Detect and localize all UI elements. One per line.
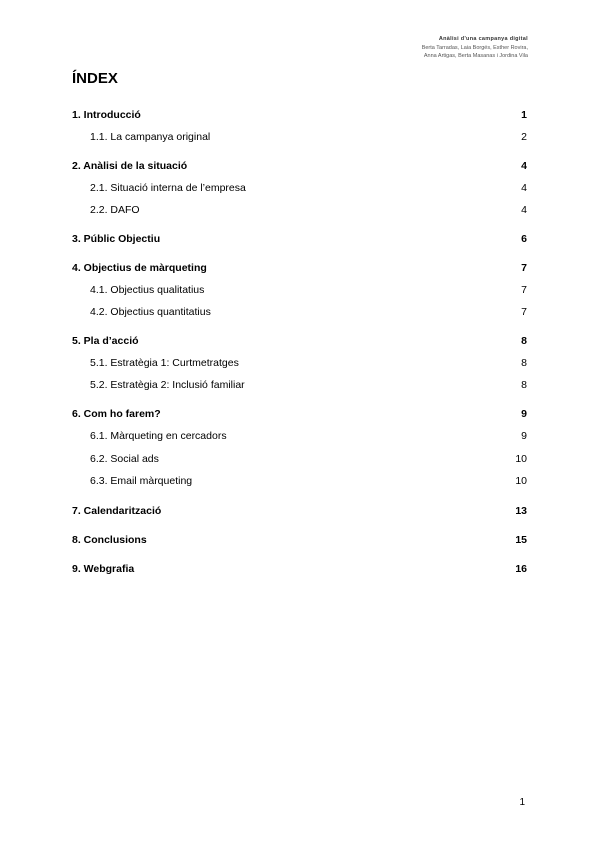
toc-section-entry[interactable] [72, 501, 527, 521]
toc-entry-page-number: 7 [521, 306, 527, 318]
toc-entry-page-number: 9 [521, 430, 527, 442]
toc-entry-page-number: 1 [521, 109, 527, 121]
toc-subsection-entry[interactable] [72, 449, 527, 469]
toc-entry-page-number: 6 [521, 233, 527, 245]
toc-entry-label: 6.2. Social ads [90, 453, 159, 465]
toc-entry-page-number: 15 [515, 534, 527, 546]
toc-subsection-entry[interactable] [72, 302, 527, 322]
header-authors-line-1: Berta Tarradas, Laia Borgés, Esther Rovira, [421, 44, 528, 51]
toc-entry-page-number: 13 [515, 505, 527, 517]
toc-subsection-entry[interactable] [72, 471, 527, 491]
toc-entry-page-number: 8 [521, 357, 527, 369]
toc-subsection-entry[interactable] [72, 375, 527, 395]
toc-section-entry[interactable] [72, 229, 527, 249]
toc-entry-label: 8. Conclusions [72, 534, 147, 546]
toc-section-entry[interactable] [72, 404, 527, 424]
toc-entry-page-number: 8 [521, 335, 527, 347]
page-title: ÍNDEX [72, 70, 118, 87]
toc-entry-page-number: 8 [521, 379, 527, 391]
toc-entry-page-number: 7 [521, 284, 527, 296]
toc-entry-label: 3. Públic Objectiu [72, 233, 161, 245]
toc-subsection-entry[interactable] [72, 426, 527, 446]
toc-entry-label: 5. Pla d’acció [72, 335, 139, 347]
toc-entry-page-number: 4 [521, 204, 527, 216]
toc-entry-page-number: 7 [521, 262, 527, 274]
toc-entry-label: 6. Com ho farem? [72, 408, 161, 420]
toc-section-entry[interactable] [72, 331, 527, 351]
toc-subsection-entry[interactable] [72, 127, 527, 147]
page-number: 1 [519, 797, 525, 808]
toc-entry-label: 2. Anàlisi de la situació [72, 160, 188, 172]
toc-subsection-entry[interactable] [72, 200, 527, 220]
toc-entry-label: 1. Introducció [72, 109, 141, 121]
toc-entry-label: 6.3. Email màrqueting [90, 475, 193, 487]
toc-entry-page-number: 9 [521, 408, 527, 420]
toc-entry-label: 9. Webgrafia [72, 563, 135, 575]
toc-entry-page-number: 10 [515, 475, 527, 487]
toc-section-entry[interactable] [72, 530, 527, 550]
toc-entry-label: 4. Objectius de màrqueting [72, 262, 207, 274]
toc-entry-page-number: 16 [515, 563, 527, 575]
toc-subsection-entry[interactable] [72, 353, 527, 373]
toc-entry-label: 7. Calendarització [72, 505, 162, 517]
toc-entry-label: 4.1. Objectius qualitatius [90, 284, 205, 296]
toc-section-entry[interactable] [72, 156, 527, 176]
toc-section-entry[interactable] [72, 105, 527, 125]
header-title: Anàlisi d'una campanya digital [438, 36, 528, 42]
header-authors-line-2: Anna Artigas, Berta Masanas i Jordina Vila [423, 53, 528, 59]
toc-entry-label: 2.1. Situació interna de l’empresa [90, 182, 246, 194]
toc-entry-page-number: 10 [515, 453, 527, 465]
toc-subsection-entry[interactable] [72, 178, 527, 198]
toc-section-entry[interactable] [72, 258, 527, 278]
toc-entry-page-number: 2 [521, 131, 527, 143]
document-header [422, 35, 528, 61]
toc-entry-label: 5.2. Estratègia 2: Inclusió familiar [90, 379, 245, 391]
toc-entry-page-number: 4 [521, 160, 527, 172]
toc-entry-label: 6.1. Màrqueting en cercadors [90, 430, 227, 442]
toc-entry-page-number: 4 [521, 182, 527, 194]
toc-section-entry[interactable] [72, 559, 527, 579]
toc-entry-label: 4.2. Objectius quantitatius [90, 306, 211, 318]
toc-entry-label: 5.1. Estratègia 1: Curtmetratges [90, 357, 239, 369]
toc-entry-label: 1.1. La campanya original [90, 131, 211, 143]
toc-subsection-entry[interactable] [72, 280, 527, 300]
toc-entry-label: 2.2. DAFO [90, 204, 140, 216]
